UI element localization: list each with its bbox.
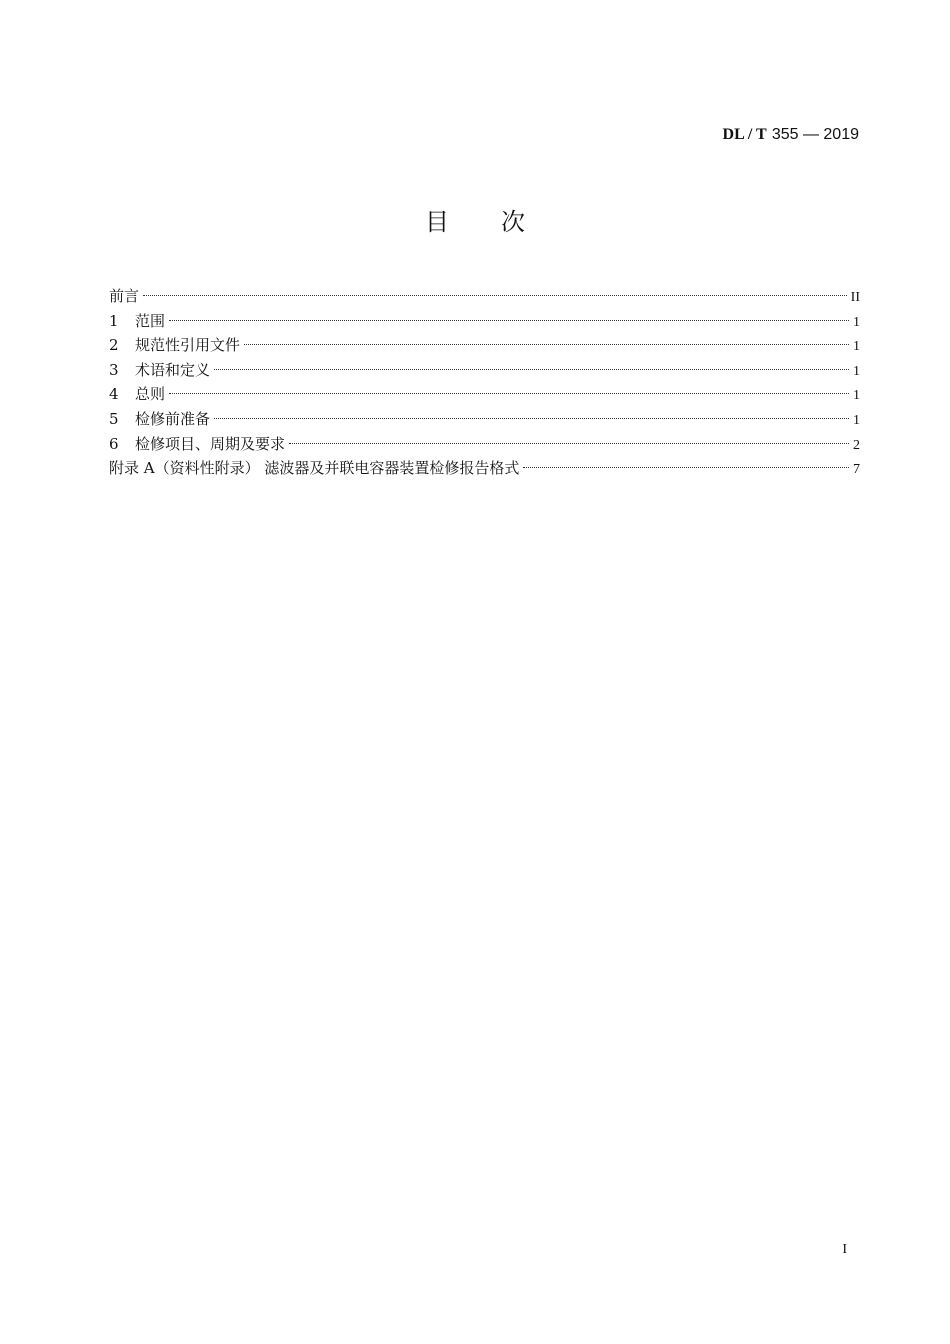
toc-entry-number: 4 xyxy=(109,385,119,404)
toc-entry-text: 检修项目、周期及要求 xyxy=(135,434,286,453)
toc-entry-1[interactable] xyxy=(109,309,860,334)
toc-entry-6[interactable] xyxy=(109,432,860,457)
standard-code xyxy=(723,124,859,144)
toc-entry-2[interactable] xyxy=(109,333,860,358)
toc-entry-text: 前言 xyxy=(109,287,140,305)
toc-leader-dots xyxy=(169,393,849,394)
toc-entry-5[interactable] xyxy=(109,407,860,432)
toc-entry-page: 7 xyxy=(853,462,860,478)
toc-entry-number: 2 xyxy=(109,336,119,355)
toc-entry-appendix-a[interactable] xyxy=(109,456,860,481)
toc-leader-dots xyxy=(244,344,849,345)
toc-leader-dots xyxy=(143,295,847,296)
toc-entry-text: 规范性引用文件 xyxy=(135,336,241,355)
toc-leader-dots xyxy=(214,369,849,370)
toc-entry-text: 范围 xyxy=(135,311,166,330)
toc-entry-text: 检修前准备 xyxy=(135,409,211,428)
page-title: 目次 xyxy=(425,208,577,236)
page-number: I xyxy=(842,1242,847,1257)
toc-entry-number: 1 xyxy=(109,311,119,330)
standard-code-prefix: DL / T xyxy=(722,126,767,143)
standard-code-number: 355 — 2019 xyxy=(771,126,859,143)
toc-entry-3[interactable] xyxy=(109,358,860,383)
toc-leader-dots xyxy=(289,443,849,444)
toc-entry-preface[interactable] xyxy=(109,284,860,309)
toc-entry-text: 附录 A（资料性附录） 滤波器及并联电容器装置检修报告格式 xyxy=(109,459,520,478)
toc-entry-text: 术语和定义 xyxy=(135,360,211,379)
toc-entry-page: 1 xyxy=(853,388,860,404)
toc-entry-number: 6 xyxy=(109,434,119,453)
toc-leader-dots xyxy=(169,320,849,321)
toc-entry-number: 3 xyxy=(109,360,119,379)
toc-entry-page: 2 xyxy=(853,437,860,453)
toc-entry-page: 1 xyxy=(853,363,860,379)
toc-entry-text: 总则 xyxy=(135,385,166,404)
toc-entry-page: II xyxy=(850,290,860,305)
toc-entry-page: 1 xyxy=(853,412,860,428)
toc-leader-dots xyxy=(523,467,849,468)
toc-entry-page: 1 xyxy=(853,314,860,330)
toc-leader-dots xyxy=(214,418,849,419)
table-of-contents xyxy=(109,284,860,481)
toc-entry-page: 1 xyxy=(853,339,860,355)
toc-entry-number: 5 xyxy=(109,409,119,428)
toc-entry-4[interactable] xyxy=(109,382,860,407)
